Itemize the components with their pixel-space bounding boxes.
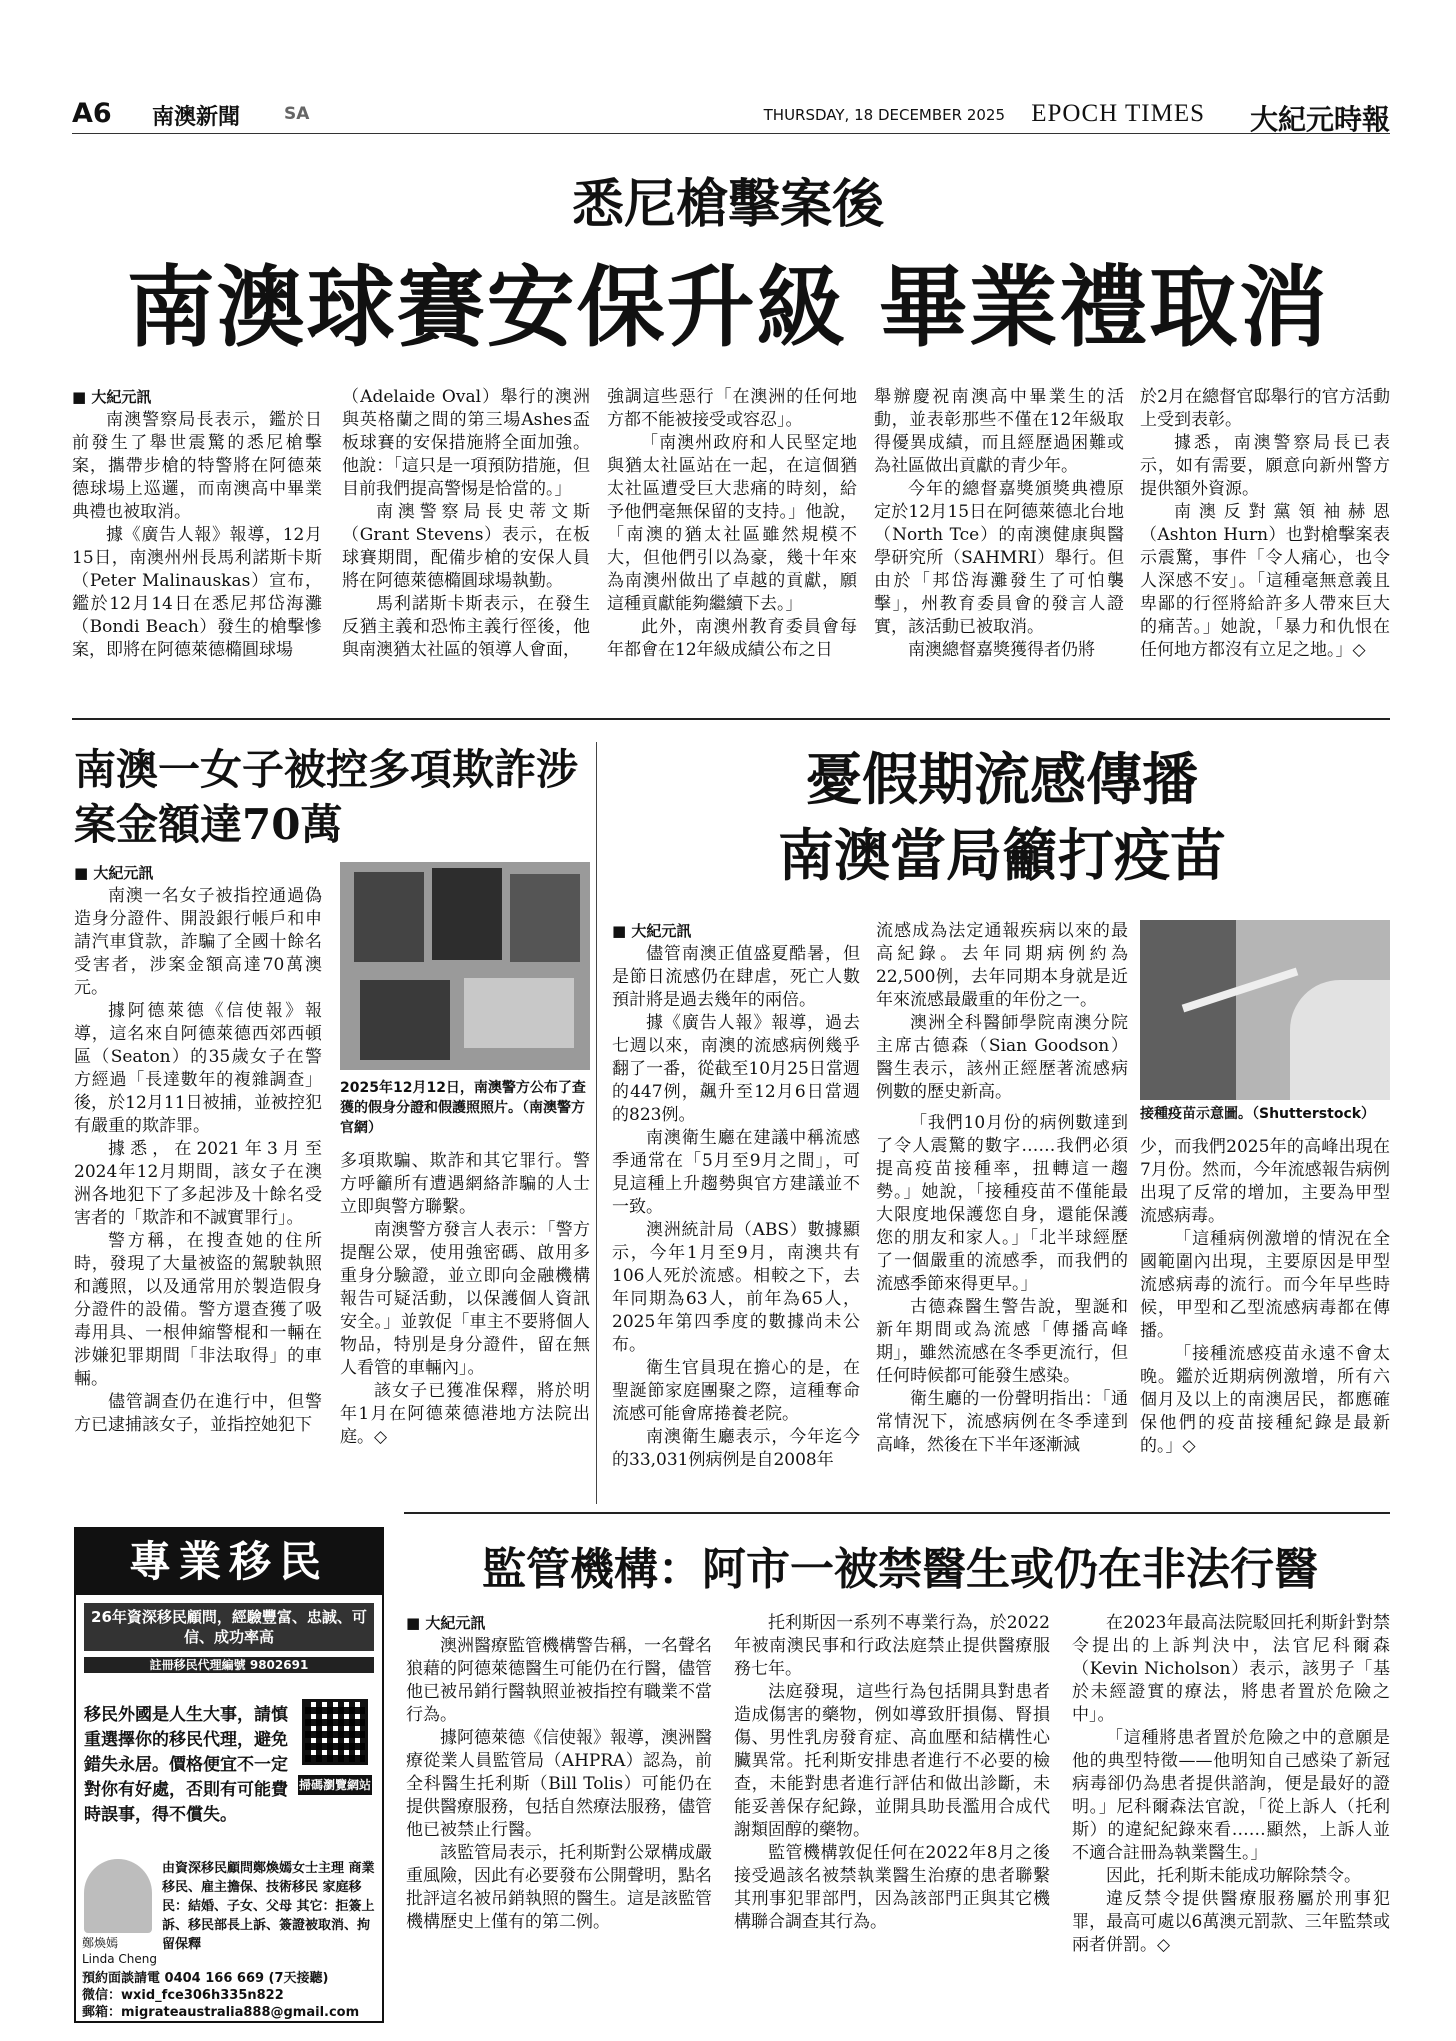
- article3-col2-bottom: [876, 1112, 1128, 1502]
- paragraph: 此外，南澳州教育委員會每年都會在12年級成績公布之日: [607, 617, 857, 660]
- section-code: SA: [284, 104, 310, 124]
- article1-col5: [1140, 386, 1390, 704]
- paragraph: 澳洲全科醫師學院南澳分院主席古德森（Sian Goodson）醫生表示，該州正經歷著流感病例數的歷史新高。: [876, 1013, 1128, 1102]
- immigration-ad: [74, 1527, 384, 2023]
- fake-passports-photo: [340, 862, 590, 1070]
- paragraph: 「這種病例激增的情況在全國範圍內出現，主要原因是甲型流感病毒的流行。而今年早些時候，甲型和乙型流感病毒都在傳播。: [1140, 1229, 1390, 1341]
- paragraph: 南澳警察局長表示，鑑於日前發生了舉世震驚的悉尼槍擊案，攜帶步槍的特警將在阿德萊德球場上巡邏，而南澳高中畢業典禮也被取消。: [72, 410, 322, 522]
- column-divider: [596, 742, 597, 1504]
- ad-email[interactable]: 郵箱：migrateaustralia888@gmail.com: [82, 2005, 360, 2020]
- article2-col1: [74, 862, 322, 1502]
- ad-contact: [82, 1970, 378, 2021]
- page-number: A6: [72, 98, 112, 129]
- consultant-name-en: Linda Cheng: [82, 1952, 157, 1966]
- masthead: [72, 98, 1390, 134]
- paragraph: 儘管調查仍在進行中，但警方已逮捕該女子，並指控她犯下: [74, 1392, 322, 1435]
- paragraph: 據阿德萊德《信使報》報導，澳洲醫療從業人員監管局（AHPRA）認為，前全科醫生托利斯（Bill Tolis）可能仍在提供醫療服務，包括自然療法服務，儘管他已被禁止行醫。: [406, 1728, 712, 1840]
- consultant-name: [82, 1935, 162, 1967]
- ad-services: 由資深移民顧問鄭煥嫣女士主理 商業移民、雇主擔保、技術移民 家庭移民：結婚、子女、父母 其它：拒簽上訴、移民部長上訴、簽證被取消、拘留保釋: [162, 1861, 375, 1952]
- paragraph: 多項欺騙、欺詐和其它罪行。警方呼籲所有遭遇網絡詐騙的人士立即與警方聯繫。: [340, 1151, 590, 1217]
- article1-byline: ■ 大紀元訊: [72, 388, 152, 406]
- paragraph: 今年的總督嘉獎頒獎典禮原定於12月15日在阿德萊德北台地（North Tce）的南澳健康與醫學研究所（SAHMRI）舉行。但由於「邦岱海灘發生了可怕襲擊」，州教育委員會的發言人證實，該活動已被取消。: [874, 479, 1124, 637]
- ad-pitch: 移民外國是人生大事，請慎重選擇你的移民代理，避免錯失永居。價格便宜不一定對你有好處，否則有可能費時誤事，得不償失。: [84, 1705, 288, 1825]
- article1-col2: [342, 386, 590, 704]
- article1-kicker: 悉尼槍擊案後: [571, 174, 884, 235]
- ad-wechat: 微信：wxid_fce306h335n822: [82, 1988, 284, 2003]
- paragraph: 衛生廳的一份聲明指出：「通常情況下，流感病例在冬季達到高峰，然後在下半年逐漸減: [876, 1389, 1128, 1455]
- paper-name-zh: 大紀元時報: [1249, 103, 1390, 136]
- paragraph: （Adelaide Oval）舉行的澳洲與英格蘭之間的第三場Ashes盃板球賽的安保措施將全面加強。他說：「這只是一項預防措施，但目前我們提高警惕是恰當的。」: [342, 387, 590, 499]
- article1-col3: [607, 386, 857, 704]
- paragraph: 違反禁令提供醫療服務屬於刑事犯罪，最高可處以6萬澳元罰款、三年監禁或兩者併罰。◇: [1072, 1889, 1390, 1955]
- paragraph: 馬利諾斯卡斯表示，在發生反猶主義和恐怖主義行徑後，他與南澳猶太社區的領導人會面，: [342, 594, 590, 660]
- paragraph: 監管機構敦促任何在2022年8月之後接受過該名被禁執業醫生治療的患者聯繫其刑事犯罪部門，因為該部門正與其它機構聯合調查其行為。: [734, 1843, 1050, 1932]
- paragraph: 南澳一名女子被指控通過偽造身分證件、開設銀行帳戶和申請汽車貸款，詐騙了全國十餘名受害者，涉案金額高達70萬澳元。: [74, 886, 322, 998]
- article2-col2: [340, 1150, 590, 1502]
- article3-col3: [1140, 1136, 1390, 1502]
- paragraph: 古德森醫生警告說，聖誕和新年期間或為流感「傳播高峰期」，雖然流感在冬季更流行，但任何時候都可能發生感染。: [876, 1297, 1128, 1386]
- paragraph: 警方稱，在搜查她的住所時，發現了大量被盜的駕駛執照和護照，以及通常用於製造假身分證件的設備。警方還查獲了吸毒用具、一根伸縮警棍和一輛在涉嫌犯罪期間「非法取得」的車輛。: [74, 1231, 322, 1389]
- qr-label: 掃碼瀏覽網站: [298, 1775, 372, 1795]
- article4-byline: ■ 大紀元訊: [406, 1614, 486, 1632]
- ad-title: 專業移民: [76, 1529, 382, 1595]
- paragraph: 「我們10月份的病例數達到了令人震驚的數字……我們必須提高疫苗接種率，扭轉這一趨勢。」她說，「接種疫苗不僅能最大限度地保護您自身，還能保護您的朋友和家人。」「北半球經歷了一個嚴重的流感季，而我們的流感季節來得更早。」: [876, 1113, 1128, 1294]
- paragraph: 據《廣告人報》報導，12月15日，南澳州州長馬利諾斯卡斯（Peter Malinauskas）宣布，鑑於12月14日在悉尼邦岱海灘（Bondi Beach）發生的槍擊慘案，即將在阿德萊德橢圓球場: [72, 525, 322, 660]
- article3-col2-top: [876, 920, 1128, 1106]
- paragraph: 據悉，在2021年3月至2024年12月期間，該女子在澳洲各地犯下了多起涉及十餘名受害者的「欺詐和不誠實罪行」。: [74, 1139, 322, 1228]
- ad-tagline: 26年資深移民顧問，經驗豐富、忠誠、可信、成功率高: [84, 1603, 374, 1651]
- paragraph: 在2023年最高法院駁回托利斯針對禁令提出的上訴判決中，法官尼科爾森（Kevin Nicholson）表示，該男子「基於未經證實的療法，將患者置於危險之中」。: [1072, 1613, 1390, 1725]
- issue-date: THURSDAY, 18 DECEMBER 2025: [763, 106, 1005, 124]
- article1-col1: [72, 386, 322, 704]
- article4-col1: [406, 1612, 712, 2022]
- paragraph: 據阿德萊德《信使報》報導，這名來自阿德萊德西郊西頓區（Seaton）的35歲女子在警方經過「長達數年的複雜調查」後，於12月11日被捕，並被控犯有嚴重的欺詐罪。: [74, 1001, 322, 1136]
- paragraph: 於2月在總督官邸舉行的官方活動上受到表彰。: [1140, 387, 1390, 430]
- article3-byline: ■ 大紀元訊: [612, 922, 692, 940]
- article1-headline: 南澳球賽安保升級 畢業禮取消: [126, 255, 1330, 359]
- article3-headline: [612, 742, 1392, 894]
- paragraph: 據《廣告人報》報導，過去七週以來，南澳的流感病例幾乎翻了一番，從截至10月25日當週的447例，飆升至12月6日當週的823例。: [612, 1013, 860, 1125]
- paragraph: 法庭發現，這些行為包括開具對患者造成傷害的藥物，例如導致肝損傷、腎損傷、男性乳房發育症、高血壓和結構性心臟異常。托利斯安排患者進行不必要的檢查，未能對患者進行評估和做出診斷，未能妥善保存紀錄，並開具助長濫用合成代謝類固醇的藥物。: [734, 1682, 1050, 1840]
- section-divider: [72, 718, 1390, 720]
- paragraph: 南澳衛生廳在建議中稱流感季通常在「5月至9月之間」，可見這種上升趨勢與官方建議並不一致。: [612, 1128, 860, 1217]
- article4-col3: [1072, 1612, 1390, 2022]
- article2-byline: ■ 大紀元訊: [74, 864, 154, 882]
- paragraph: 據悉，南澳警察局長已表示，如有需要，願意向新州警方提供額外資源。: [1140, 433, 1390, 499]
- qr-code-icon[interactable]: [302, 1699, 368, 1765]
- paragraph: 「這種將患者置於危險之中的意願是他的典型特徵——他明知自己感染了新冠病毒卻仍為患者提供諮詢，便是最好的證明。」尼科爾森法官說，「從上訴人（托利斯）的違紀紀錄來看……顯然，上訴人並不適合註冊為執業醫生。」: [1072, 1728, 1390, 1863]
- paragraph: 南澳總督嘉獎獲得者仍將: [908, 640, 1095, 660]
- paragraph: 南澳反對黨領袖赫恩（Ashton Hurn）也對槍擊案表示震驚，事件「令人痛心，也令人深感不安」。「這種毫無意義且卑鄙的行徑將給許多人帶來巨大的痛苦。」她說，「暴力和仇恨在任何地方都沒有立足之地。」◇: [1140, 502, 1390, 660]
- paragraph: 「南澳州政府和人民堅定地與猶太社區站在一起，在這個猶太社區遭受巨大悲痛的時刻，給予他們毫無保留的支持。」他說，「南澳的猶太社區雖然規模不大，但他們引以為豪，幾十年來為南澳州做出了卓越的貢獻，願這種貢獻能夠繼續下去。」: [607, 433, 857, 614]
- paragraph: 「接種流感疫苗永遠不會太晚。鑑於近期病例激增，所有六個月及以上的南澳居民，都應確保他們的疫苗接種紀錄是最新的。」◇: [1140, 1344, 1390, 1456]
- ad-phone[interactable]: 預約面談請電 0404 166 669 (7天接聽): [82, 1971, 329, 1986]
- paragraph: 流感成為法定通報疾病以來的最高紀錄。去年同期病例約為22,500例，去年同期本身就是近年來流感最嚴重的年份之一。: [876, 921, 1128, 1010]
- paragraph: 南澳警察局長史蒂文斯（Grant Stevens）表示，在板球賽期間，配備步槍的安保人員將在阿德萊德橢圓球場執勤。: [342, 502, 590, 591]
- article2-headline: 南澳一女子被控多項欺詐涉案金額達70萬: [74, 745, 579, 849]
- article2-caption: 2025年12月12日，南澳警方公布了查獲的假身分證和假護照照片。（南澳警方官網）: [340, 1080, 586, 1136]
- paragraph: 該女子已獲准保釋，將於明年1月在阿德萊德港地方法院出庭。◇: [340, 1381, 590, 1447]
- vaccine-photo: [1140, 920, 1390, 1100]
- article4-col2: [734, 1612, 1050, 2022]
- article3-caption: 接種疫苗示意圖。（Shutterstock）: [1140, 1106, 1376, 1122]
- paragraph: 澳洲醫療監管機構警告稱，一名聲名狼藉的阿德萊德醫生可能仍在行醫，儘管他已被吊銷行醫執照並被指控有職業不當行為。: [406, 1636, 712, 1725]
- paragraph: 強調這些惡行「在澳洲的任何地方都不能被接受或容忍」。: [607, 387, 857, 430]
- paragraph: 托利斯因一系列不專業行為，於2022年被南澳民事和行政法庭禁止提供醫療服務七年。: [734, 1613, 1050, 1679]
- paragraph: 南澳警方發言人表示：「警方提醒公眾，使用強密碼、啟用多重身分驗證，並立即向金融機構報告可疑活動，以保護個人資訊安全。」並敦促「車主不要將個人物品，特別是身分證件，留在無人看管的車輛內」。: [340, 1220, 590, 1378]
- paragraph: 儘管南澳正值盛夏酷暑，但是節日流感仍在肆虐，死亡人數預計將是過去幾年的兩倍。: [612, 944, 860, 1010]
- paragraph: 少，而我們2025年的高峰出現在7月份。然而，今年流感報告病例出現了反常的增加，主要為甲型流感病毒。: [1140, 1137, 1390, 1226]
- article3-col1: [612, 920, 860, 1502]
- article4-headline: 監管機構：阿市一被禁醫生或仍在非法行醫: [482, 1544, 1318, 1595]
- section-divider: [404, 1512, 1390, 1514]
- paragraph: 澳洲統計局（ABS）數據顯示，今年1月至9月，南澳共有106人死於流感。相較之下，去年同期為63人，前年為65人，2025年第四季度的數據尚未公布。: [612, 1220, 860, 1355]
- paragraph: 舉辦慶祝南澳高中畢業生的活動，並表彰那些不僅在12年級取得優異成績，而且經歷過困難或為社區做出貢獻的青少年。: [874, 387, 1124, 476]
- article3-headline-line2: 南澳當局籲打疫苗: [778, 823, 1226, 889]
- paper-name-en: EPOCH TIMES: [1031, 100, 1205, 127]
- section-name: 南澳新聞: [152, 105, 241, 130]
- paragraph: 該監管局表示，托利斯對公眾構成嚴重風險，因此有必要發布公開聲明，點名批評這名被吊銷執照的醫生。這是該監管機構歷史上僅有的第二例。: [406, 1843, 712, 1932]
- consultant-photo: [84, 1859, 152, 1933]
- article1-col4: [874, 386, 1124, 704]
- ad-registration: 註冊移民代理編號 9802691: [84, 1657, 374, 1673]
- paragraph: 南澳衛生廳表示，今年迄今的33,031例病例是自2008年: [612, 1427, 860, 1470]
- paragraph: 衛生官員現在擔心的是，在聖誕節家庭團聚之際，這種奪命流感可能會席捲養老院。: [612, 1358, 860, 1424]
- consultant-name-zh: 鄭煥嫣: [82, 1936, 119, 1950]
- article3-headline-line1: 憂假期流感傳播: [806, 747, 1198, 813]
- paragraph: 因此，托利斯未能成功解除禁令。: [1106, 1866, 1361, 1886]
